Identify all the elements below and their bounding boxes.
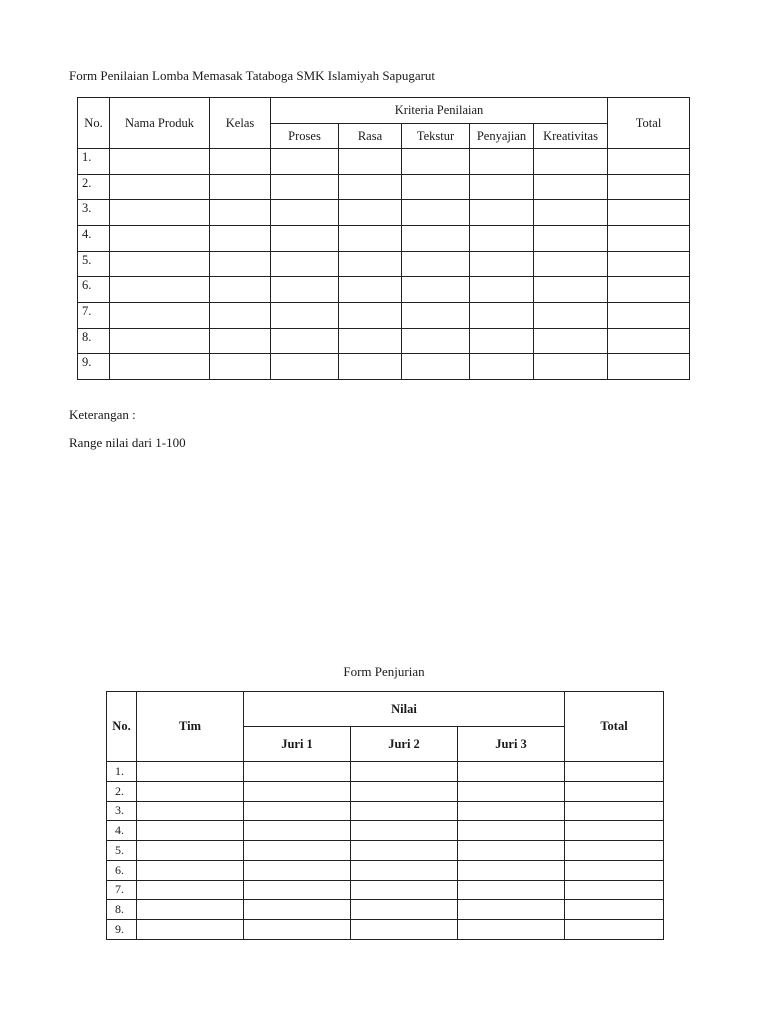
header-juri-2: Juri 2	[351, 727, 458, 762]
empty-cell[interactable]	[339, 251, 402, 277]
empty-cell[interactable]	[244, 801, 351, 821]
empty-cell[interactable]	[110, 277, 210, 303]
header-nama-produk: Nama Produk	[110, 98, 210, 149]
empty-cell[interactable]	[351, 880, 458, 900]
header-juri-3: Juri 3	[458, 727, 565, 762]
header-tim: Tim	[137, 692, 244, 762]
empty-cell[interactable]	[402, 225, 470, 251]
empty-cell[interactable]	[110, 225, 210, 251]
empty-cell[interactable]	[210, 277, 271, 303]
row-number: 9.	[107, 920, 137, 940]
empty-cell[interactable]	[351, 821, 458, 841]
header-total: Total	[608, 98, 690, 149]
empty-cell[interactable]	[534, 302, 608, 328]
empty-cell[interactable]	[402, 354, 470, 380]
empty-cell[interactable]	[402, 174, 470, 200]
empty-cell[interactable]	[244, 880, 351, 900]
header-proses: Proses	[271, 124, 339, 149]
empty-cell[interactable]	[271, 277, 339, 303]
row-number: 3.	[78, 200, 110, 226]
empty-cell[interactable]	[470, 328, 534, 354]
empty-cell[interactable]	[470, 302, 534, 328]
table-row	[107, 900, 664, 920]
empty-cell[interactable]	[402, 328, 470, 354]
empty-cell[interactable]	[244, 860, 351, 880]
empty-cell[interactable]	[110, 149, 210, 175]
empty-cell[interactable]	[458, 841, 565, 861]
empty-cell[interactable]	[339, 277, 402, 303]
table-row	[107, 821, 664, 841]
header-penyajian: Penyajian	[470, 124, 534, 149]
table-row	[78, 354, 690, 380]
empty-cell[interactable]	[402, 302, 470, 328]
empty-cell[interactable]	[608, 200, 690, 226]
table-row	[78, 328, 690, 354]
table-row	[107, 801, 664, 821]
empty-cell[interactable]	[534, 149, 608, 175]
empty-cell[interactable]	[210, 302, 271, 328]
empty-cell[interactable]	[339, 174, 402, 200]
table-row	[78, 174, 690, 200]
empty-cell[interactable]	[565, 860, 664, 880]
row-number: 8.	[78, 328, 110, 354]
empty-cell[interactable]	[110, 354, 210, 380]
header-rasa: Rasa	[339, 124, 402, 149]
empty-cell[interactable]	[137, 860, 244, 880]
row-number: 2.	[107, 781, 137, 801]
empty-cell[interactable]	[271, 354, 339, 380]
table-row	[78, 149, 690, 175]
empty-cell[interactable]	[470, 174, 534, 200]
row-number: 1.	[78, 149, 110, 175]
table-row	[107, 920, 664, 940]
empty-cell[interactable]	[244, 762, 351, 782]
empty-cell[interactable]	[565, 762, 664, 782]
empty-cell[interactable]	[351, 900, 458, 920]
empty-cell[interactable]	[110, 174, 210, 200]
empty-cell[interactable]	[470, 200, 534, 226]
row-number: 8.	[107, 900, 137, 920]
table-row	[78, 225, 690, 251]
empty-cell[interactable]	[110, 328, 210, 354]
empty-cell[interactable]	[271, 302, 339, 328]
row-number: 9.	[78, 354, 110, 380]
header-juri-1: Juri 1	[244, 727, 351, 762]
header-kriteria-penilaian: Kriteria Penilaian	[271, 98, 608, 124]
empty-cell[interactable]	[458, 781, 565, 801]
empty-cell[interactable]	[608, 174, 690, 200]
empty-cell[interactable]	[565, 880, 664, 900]
empty-cell[interactable]	[458, 860, 565, 880]
empty-cell[interactable]	[210, 251, 271, 277]
row-number: 2.	[78, 174, 110, 200]
table-row	[78, 277, 690, 303]
empty-cell[interactable]	[565, 821, 664, 841]
header-total: Total	[565, 692, 664, 762]
header-kelas: Kelas	[210, 98, 271, 149]
empty-cell[interactable]	[470, 354, 534, 380]
notes-range: Range nilai dari 1-100	[69, 435, 186, 450]
table-row	[107, 841, 664, 861]
empty-cell[interactable]	[534, 200, 608, 226]
empty-cell[interactable]	[137, 900, 244, 920]
header-no: No.	[107, 692, 137, 762]
empty-cell[interactable]	[210, 225, 271, 251]
notes-label: Keterangan :	[69, 407, 136, 422]
empty-cell[interactable]	[608, 225, 690, 251]
empty-cell[interactable]	[565, 841, 664, 861]
empty-cell[interactable]	[244, 781, 351, 801]
empty-cell[interactable]	[210, 149, 271, 175]
empty-cell[interactable]	[351, 920, 458, 940]
empty-cell[interactable]	[458, 920, 565, 940]
header-nilai: Nilai	[244, 692, 565, 727]
empty-cell[interactable]	[608, 354, 690, 380]
empty-cell[interactable]	[271, 200, 339, 226]
empty-cell[interactable]	[339, 328, 402, 354]
row-number: 4.	[107, 821, 137, 841]
empty-cell[interactable]	[351, 860, 458, 880]
table-row	[107, 880, 664, 900]
empty-cell[interactable]	[110, 251, 210, 277]
assessment-table	[77, 97, 690, 380]
empty-cell[interactable]	[210, 174, 271, 200]
header-no: No.	[78, 98, 110, 149]
row-number: 6.	[78, 277, 110, 303]
empty-cell[interactable]	[137, 841, 244, 861]
empty-cell[interactable]	[137, 920, 244, 940]
row-number: 5.	[107, 841, 137, 861]
empty-cell[interactable]	[244, 821, 351, 841]
row-number: 5.	[78, 251, 110, 277]
empty-cell[interactable]	[470, 277, 534, 303]
empty-cell[interactable]	[458, 801, 565, 821]
row-number: 7.	[78, 302, 110, 328]
header-tekstur: Tekstur	[402, 124, 470, 149]
empty-cell[interactable]	[534, 251, 608, 277]
empty-cell[interactable]	[565, 801, 664, 821]
row-number: 7.	[107, 880, 137, 900]
table-row	[78, 200, 690, 226]
empty-cell[interactable]	[351, 801, 458, 821]
empty-cell[interactable]	[110, 302, 210, 328]
empty-cell[interactable]	[470, 251, 534, 277]
empty-cell[interactable]	[608, 328, 690, 354]
empty-cell[interactable]	[137, 762, 244, 782]
empty-cell[interactable]	[137, 801, 244, 821]
empty-cell[interactable]	[608, 149, 690, 175]
empty-cell[interactable]	[351, 841, 458, 861]
row-number: 6.	[107, 860, 137, 880]
empty-cell[interactable]	[137, 821, 244, 841]
row-number: 1.	[107, 762, 137, 782]
empty-cell[interactable]	[565, 920, 664, 940]
empty-cell[interactable]	[351, 762, 458, 782]
empty-cell[interactable]	[458, 821, 565, 841]
empty-cell[interactable]	[402, 149, 470, 175]
empty-cell[interactable]	[565, 900, 664, 920]
empty-cell[interactable]	[608, 277, 690, 303]
empty-cell[interactable]	[534, 225, 608, 251]
form2-title: Form Penjurian	[343, 664, 425, 679]
empty-cell[interactable]	[534, 174, 608, 200]
empty-cell[interactable]	[565, 781, 664, 801]
header-kreativitas: Kreativitas	[534, 124, 608, 149]
empty-cell[interactable]	[351, 781, 458, 801]
empty-cell[interactable]	[458, 762, 565, 782]
empty-cell[interactable]	[339, 225, 402, 251]
empty-cell[interactable]	[402, 277, 470, 303]
empty-cell[interactable]	[339, 302, 402, 328]
empty-cell[interactable]	[137, 880, 244, 900]
empty-cell[interactable]	[271, 328, 339, 354]
empty-cell[interactable]	[608, 251, 690, 277]
table-row	[107, 781, 664, 801]
empty-cell[interactable]	[534, 277, 608, 303]
empty-cell[interactable]	[271, 225, 339, 251]
table-row	[107, 762, 664, 782]
judging-table	[106, 691, 664, 940]
empty-cell[interactable]	[137, 781, 244, 801]
empty-cell[interactable]	[458, 880, 565, 900]
empty-cell[interactable]	[210, 328, 271, 354]
row-number: 3.	[107, 801, 137, 821]
empty-cell[interactable]	[608, 302, 690, 328]
empty-cell[interactable]	[458, 900, 565, 920]
empty-cell[interactable]	[534, 328, 608, 354]
empty-cell[interactable]	[339, 200, 402, 226]
table-row	[78, 251, 690, 277]
empty-cell[interactable]	[402, 200, 470, 226]
form1-title: Form Penilaian Lomba Memasak Tataboga SMK Islamiyah Sapugarut	[69, 68, 436, 83]
empty-cell[interactable]	[244, 920, 351, 940]
table-row	[78, 302, 690, 328]
empty-cell[interactable]	[470, 225, 534, 251]
empty-cell[interactable]	[339, 354, 402, 380]
empty-cell[interactable]	[339, 149, 402, 175]
empty-cell[interactable]	[470, 149, 534, 175]
empty-cell[interactable]	[402, 251, 470, 277]
table-row	[107, 860, 664, 880]
empty-cell[interactable]	[244, 900, 351, 920]
empty-cell[interactable]	[210, 354, 271, 380]
row-number: 4.	[78, 225, 110, 251]
empty-cell[interactable]	[210, 200, 271, 226]
empty-cell[interactable]	[271, 251, 339, 277]
empty-cell[interactable]	[534, 354, 608, 380]
empty-cell[interactable]	[110, 200, 210, 226]
empty-cell[interactable]	[244, 841, 351, 861]
empty-cell[interactable]	[271, 149, 339, 175]
empty-cell[interactable]	[271, 174, 339, 200]
